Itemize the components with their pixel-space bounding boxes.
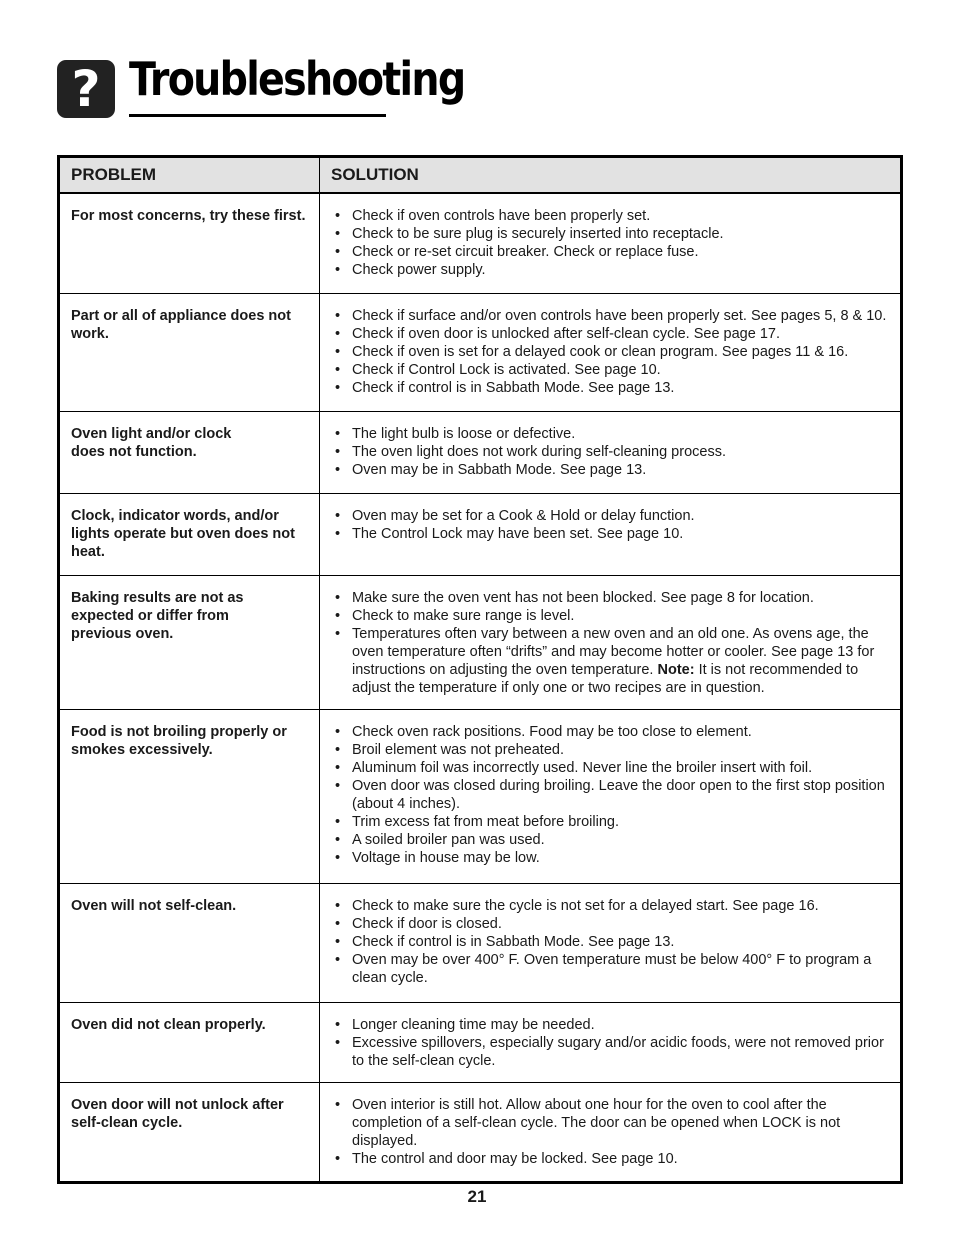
solution-item: • The light bulb is loose or defective. [331, 425, 892, 443]
solution-item: • A soiled broiler pan was used. [331, 831, 892, 849]
solution-item: • Check if control is in Sabbath Mode. See page 13. [331, 933, 892, 951]
table-row [59, 293, 902, 411]
solution-item: • Check if oven is set for a delayed cook or clean program. See pages 11 & 16. [331, 343, 892, 361]
solution-item: • Check to make sure the cycle is not set for a delayed start. See page 16. [331, 897, 892, 915]
solution-item: • Check if Control Lock is activated. See page 10. [331, 361, 892, 379]
solution-item: • Broil element was not preheated. [331, 741, 892, 759]
table-row [59, 1002, 902, 1082]
solution-item: • The control and door may be locked. See page 10. [331, 1150, 892, 1168]
solution-item: • Excessive spillovers, especially sugary and/or acidic foods, were not removed prior to the self-clean cycle. [331, 1034, 892, 1070]
solution-item: • The oven light does not work during self-cleaning process. [331, 443, 892, 461]
problem-cell: Clock, indicator words, and/or lights operate but oven does not heat. [59, 493, 320, 575]
solution-item: • Oven door was closed during broiling. Leave the door open to the first stop position (about 4 inches). [331, 777, 892, 813]
solution-item: • Check if door is closed. [331, 915, 892, 933]
solution-item: • Voltage in house may be low. [331, 849, 892, 867]
solution-cell [320, 1002, 902, 1082]
solution-item: • Make sure the oven vent has not been blocked. See page 8 for location. [331, 589, 892, 607]
title-underline [129, 114, 386, 117]
solution-item: • Longer cleaning time may be needed. [331, 1016, 892, 1034]
solution-cell [320, 193, 902, 293]
question-mark-icon: ? [57, 60, 115, 118]
solution-column-header: SOLUTION [320, 157, 902, 194]
solution-item: • The Control Lock may have been set. See page 10. [331, 525, 892, 543]
table-row [59, 883, 902, 1002]
solution-item: • Trim excess fat from meat before broiling. [331, 813, 892, 831]
table-row [59, 575, 902, 709]
table-header-row [59, 157, 902, 194]
solution-text: Temperatures often vary between a new oven and an old one. As ovens age, the oven temperature often “drifts” and may become hotter or cooler. See page 13 for instructions on adjusting the oven temperature. [352, 625, 875, 678]
solution-item: • Check power supply. [331, 261, 892, 279]
solution-cell [320, 293, 902, 411]
table-row [59, 709, 902, 883]
problem-cell: Part or all of appliance does not work. [59, 293, 320, 411]
table-row [59, 411, 902, 493]
solution-item: • Check if oven controls have been properly set. [331, 207, 892, 225]
solution-item: • Check to make sure range is level. [331, 607, 892, 625]
solution-cell [320, 709, 902, 883]
solution-item: • Check to be sure plug is securely inserted into receptacle. [331, 225, 892, 243]
problem-cell: Food is not broiling properly or smokes excessively. [59, 709, 320, 883]
table-row [59, 193, 902, 293]
solution-item: • Oven may be over 400° F. Oven temperature must be below 400° F to program a clean cycle. [331, 951, 892, 987]
solution-item: • Check oven rack positions. Food may be too close to element. [331, 723, 892, 741]
table-row [59, 493, 902, 575]
problem-cell: For most concerns, try these first. [59, 193, 320, 293]
solution-item: • Check if control is in Sabbath Mode. See page 13. [331, 379, 892, 397]
solution-cell [320, 575, 902, 709]
solution-item: • Aluminum foil was incorrectly used. Never line the broiler insert with foil. [331, 759, 892, 777]
problem-cell: Baking results are not as expected or differ from previous oven. [59, 575, 320, 709]
solution-cell [320, 493, 902, 575]
solution-item: • Oven interior is still hot. Allow about one hour for the oven to cool after the completion of a self-clean cycle. The door can be opened when LOCK is not displayed. [331, 1096, 892, 1150]
problem-column-header: PROBLEM [59, 157, 320, 194]
solution-text: It is not recommended to adjust the temperature if only one or two recipes are in question. [352, 661, 859, 696]
solution-item [331, 625, 892, 697]
table-row [59, 1082, 902, 1182]
solution-cell [320, 883, 902, 1002]
problem-cell: Oven door will not unlock after self-clean cycle. [59, 1082, 320, 1182]
solution-item: • Check if oven door is unlocked after self-clean cycle. See page 17. [331, 325, 892, 343]
solution-item: • Oven may be in Sabbath Mode. See page 13. [331, 461, 892, 479]
solution-item: • Check or re-set circuit breaker. Check or replace fuse. [331, 243, 892, 261]
note-label: Note: [657, 661, 695, 678]
solution-item: • Check if surface and/or oven controls have been properly set. See pages 5, 8 & 10. [331, 307, 892, 325]
page-title: Troubleshooting [129, 52, 465, 106]
page-number: 21 [467, 1187, 487, 1206]
problem-cell: Oven will not self-clean. [59, 883, 320, 1002]
troubleshooting-table [57, 155, 903, 1184]
solution-cell [320, 1082, 902, 1182]
problem-cell: Oven light and/or clock does not function. [59, 411, 320, 493]
problem-cell: Oven did not clean properly. [59, 1002, 320, 1082]
solution-cell [320, 411, 902, 493]
solution-item: • Oven may be set for a Cook & Hold or delay function. [331, 507, 892, 525]
